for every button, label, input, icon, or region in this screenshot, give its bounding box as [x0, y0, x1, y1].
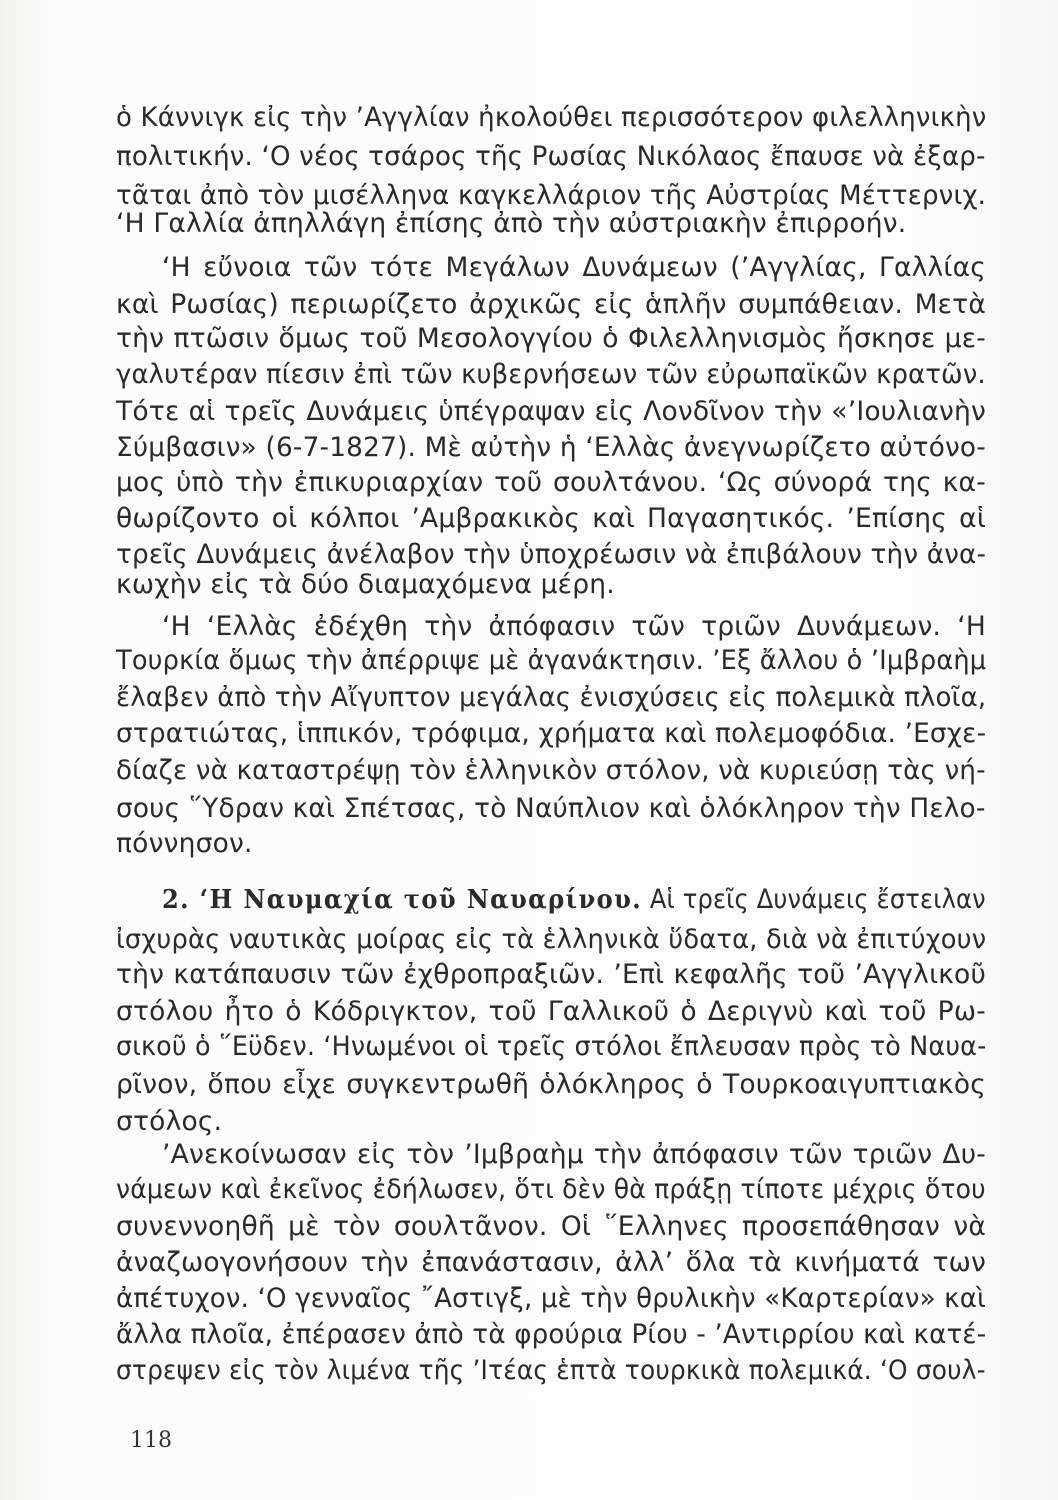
text-line: ἄλλα πλοῖα, ἐπέρασεν ἀπὸ τὰ φρούρια Ρίου - ’Αντιρρίου καὶ κατέ- [116, 1319, 987, 1350]
text-line: στόλος. [116, 1106, 223, 1137]
page-number: 118 [130, 1428, 172, 1453]
text-line: μος ὑπὸ τὴν ἐπικυριαρχίαν τοῦ σουλτάνου. ‘Ως σύνορά της κα- [116, 467, 986, 498]
text-line: ἀναζωογονήσουν τὴν ἐπανάστασιν, ἀλλ’ ὅλα τὰ κινήματά των [116, 1247, 986, 1278]
text-line: ἀπέτυχον. ‘Ο γενναῖος ῎Αστιγξ, μὲ τὴν θρυλικὴν «Καρτερίαν» καὶ [116, 1283, 987, 1314]
text-line: καὶ Ρωσίας) περιωρίζετο ἀρχικῶς εἰς ἁπλῆν συμπάθειαν. Μετὰ [116, 289, 986, 320]
text-line: στρατιώτας, ἱππικόν, τρόφιμα, χρήματα καὶ πολεμοφόδια. ’Εσχε- [116, 718, 987, 749]
text-line: πόννησον. [116, 828, 253, 859]
text-line: Σύμβασιν» (6-7-1827). Μὲ αὐτὴν ἡ ‘Ελλὰς ἀνεγνωρίζετο αὐτόνο- [116, 432, 986, 463]
text-line: συνεννοηθῆ μὲ τὸν σουλτᾶνον. Οἱ ῞Ελληνες προσεπάθησαν νὰ [116, 1211, 986, 1242]
text-line: γαλυτέραν πίεσιν ἐπὶ τῶν κυβερνήσεων τῶν εὐρωπαϊκῶν κρατῶν. [116, 359, 986, 390]
text-line: ‘Η ‘Ελλὰς ἐδέχθη τὴν ἀπόφασιν τῶν τριῶν Δυνάμεων. ‘Η [162, 611, 986, 642]
text-line: θωρίζοντο οἱ κόλποι ’Αμβρακικὸς καὶ Παγασητικός. ’Επίσης αἱ [116, 503, 986, 534]
text-line: ἔλαβεν ἀπὸ τὴν Αἴγυπτον μεγάλας ἐνισχύσεις εἰς πολεμικὰ πλοῖα, [116, 682, 987, 713]
text-line: τὴν κατάπαυσιν τῶν ἐχθροπραξιῶν. ’Επὶ κεφαλῆς τοῦ ’Αγγλικοῦ [116, 959, 986, 990]
section-title: 2. ‘Η Ναυμαχία τοῦ Ναυαρίνου. [162, 884, 643, 915]
text-line: ‘Η Γαλλία ἀπηλλάγη ἐπίσης ἀπὸ τὴν αὐστριακὴν ἐπιρροήν. [116, 208, 907, 239]
text-line: ’Ανεκοίνωσαν εἰς τὸν ’Ιμβραὴμ τὴν ἀπόφασιν τῶν τριῶν Δυ- [162, 1139, 986, 1170]
text-line: ὁ Κάννιγκ εἰς τὴν ’Αγγλίαν ἠκολούθει περισσότερον φιλελληνικὴν [116, 102, 987, 133]
text-line: σους ῞Υδραν καὶ Σπέτσας, τὸ Ναύπλιον καὶ ὁλόκληρον τὴν Πελο- [116, 793, 986, 824]
section-heading-line [162, 884, 986, 915]
text-line: ἰσχυρὰς ναυτικὰς μοίρας εἰς τὰ ἑλληνικὰ ὕδατα, διὰ νὰ ἐπιτύχουν [116, 924, 987, 955]
text-line: ‘Η εὔνοια τῶν τότε Μεγάλων Δυνάμεων (’Αγγλίας, Γαλλίας [162, 252, 986, 283]
text-line: τρεῖς Δυνάμεις ἀνέλαβον τὴν ὑποχρέωσιν νὰ ἐπιβάλουν τὴν ἀνα- [116, 539, 987, 570]
text-line: τὴν πτῶσιν ὅμως τοῦ Μεσολογγίου ὁ Φιλελληνισμὸς ἤσκησε με- [116, 323, 986, 354]
text-line: νάμεων καὶ ἐκεῖνος ἐδήλωσεν, ὅτι δὲν θὰ πράξῃ τίποτε μέχρις ὅτου [116, 1174, 986, 1205]
text-line: σικοῦ ὁ ῞Εϋδεν. ‘Ηνωμένοι οἱ τρεῖς στόλοι ἔπλευσαν πρὸς τὸ Ναυα- [116, 1031, 987, 1062]
text-line: Τουρκία ὅμως τὴν ἀπέρριψε μὲ ἀγανάκτησιν. ’Εξ ἄλλου ὁ ’Ιμβραὴμ [116, 645, 987, 676]
text-line: στρεψεν εἰς τὸν λιμένα τῆς ’Ιτέας ἑπτὰ τουρκικὰ πολεμικά. ‘Ο σουλ- [116, 1355, 986, 1386]
text-span: Αἱ τρεῖς Δυνάμεις ἔστειλαν [642, 884, 986, 915]
text-line: Τότε αἱ τρεῖς Δυνάμεις ὑπέγραψαν εἰς Λονδῖνον τὴν «’Ιουλιανὴν [116, 396, 986, 427]
text-line: ρῖνον, ὅπου εἶχε συγκεντρωθῆ ὁλόκληρος ὁ Τουρκοαιγυπτιακὸς [116, 1069, 986, 1100]
text-line: στόλου ἦτο ὁ Κόδριγκτον, τοῦ Γαλλικοῦ ὁ Δεριγνὺ καὶ τοῦ Ρω- [116, 996, 986, 1027]
text-line: πολιτικήν. ‘Ο νέος τσάρος τῆς Ρωσίας Νικόλαος ἔπαυσε νὰ ἐξαρ- [116, 141, 986, 172]
text-line: κωχὴν εἰς τὰ δύο διαμαχόμενα μέρη. [116, 569, 615, 600]
text-line: τᾶται ἀπὸ τὸν μισέλληνα καγκελλάριον τῆς Αὐστρίας Μέττερνιχ. [116, 180, 987, 211]
text-line: δίαζε νὰ καταστρέψῃ τὸν ἑλληνικὸν στόλον, νὰ κυριεύσῃ τὰς νή- [116, 755, 986, 786]
